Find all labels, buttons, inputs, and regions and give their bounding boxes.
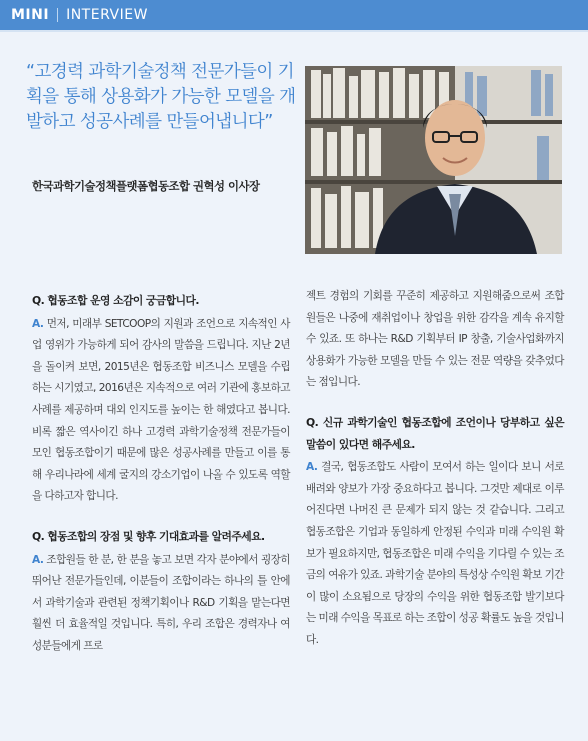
question-3: Q. 신규 과학기술인 협동조합에 조언이나 당부하고 싶은 말씀이 있다면 해주세요. (306, 415, 564, 451)
section-header (0, 0, 588, 30)
answer-1-text: 먼저, 미래부 SETCOOP의 지원과 조언으로 지속적인 사업 영위가 가능하게 되어 감사의 말씀을 드립니다. 지난 2년을 돌이켜 보면, 2015년은 협동조합 비즈니스 모델을 수립하는 시기였고, 2016년은 지속적으로 여러 기관에 홍보하고 사례를 제공하며 대외 인지도를 높이는 한 해였다고 봅니다. 비록 짧은 역사이긴 하나 고경력 과학기술정책 전문가들이 모인 협동조합이기 때문에 많은 성공사례를 만들고 이를 통해 우리나라에 세계 굴지의 강소기업이 나올 수 있도록 역할을 다하고자 합니다. (32, 317, 290, 503)
answer-2-part-1 (32, 550, 290, 658)
answer-2-text-part-1: 조합원들 한 분, 한 분을 놓고 보면 각자 분야에서 굉장히 뛰어난 전문가들인데, 이분들이 조합이라는 하나의 틀 안에서 과학기술과 관련된 정책기획이나 R&D 기획을 맡는다면 훨씬 더 효율적일 것입니다. 특히, 우리 조합은 경력자나 여성분들에게 프로 (32, 553, 290, 652)
answer-3-mark: A. (306, 461, 318, 474)
answer-3 (306, 457, 564, 651)
answer-1-mark: A. (32, 317, 44, 330)
header-divider (57, 8, 58, 22)
byline: 한국과학기술정책플랫폼협동조합 권혁성 이사장 (32, 179, 260, 193)
right-column (306, 286, 564, 652)
header-tag: MINI (11, 7, 50, 23)
left-column (32, 290, 290, 658)
answer-2-mark: A. (32, 553, 44, 566)
header-rule (0, 30, 588, 32)
spacer (32, 508, 290, 526)
answer-1 (32, 314, 290, 508)
header-section: INTERVIEW (66, 7, 148, 23)
question-2: Q. 협동조합의 장점 및 향후 기대효과를 알려주세요. (32, 529, 265, 543)
pull-quote: “고경력 과학기술정책 전문가들이 기획을 통해 상용화가 가능한 모델을 개발하고 성공사례를 만들어냅니다” (26, 62, 296, 132)
portrait-photo (305, 66, 562, 254)
answer-2-part-2: 젝트 경험의 기회를 꾸준히 제공하고 지원해줌으로써 조합원들은 나중에 재취업이나 창업을 위한 감각을 계속 유지할 수 있죠. 또 하나는 R&D 기획부터 IP 창출, 기술사업화까지 상용화가 가능한 모델을 만들 수 있는 전문 역량을 갖추었다는 점입니다. (306, 290, 564, 389)
question-1: Q. 협동조합 운영 소감이 궁금합니다. (32, 294, 199, 307)
spacer (306, 394, 564, 412)
answer-3-text: 결국, 협동조합도 사람이 모여서 하는 일이다 보니 서로 배려와 양보가 가장 중요하다고 봅니다. 그것만 제대로 이루어진다면 나머진 큰 문제가 되지 않는 것 같습니다. 그리고 협동조합은 기업과 동일하게 안정된 수익과 미래 수익원 확보가 필요하지만, 협동조합은 미래 수익을 기다릴 수 있는 조금의 여유가 있죠. 과학기술 분야의 특성상 수익원 확보 기간이 많이 소요됨으로 당장의 수익을 위한 협동조합 발기보다는 미래 수익을 목표로 하는 조합이 성공 확률도 높을 것입니다. (306, 461, 564, 646)
